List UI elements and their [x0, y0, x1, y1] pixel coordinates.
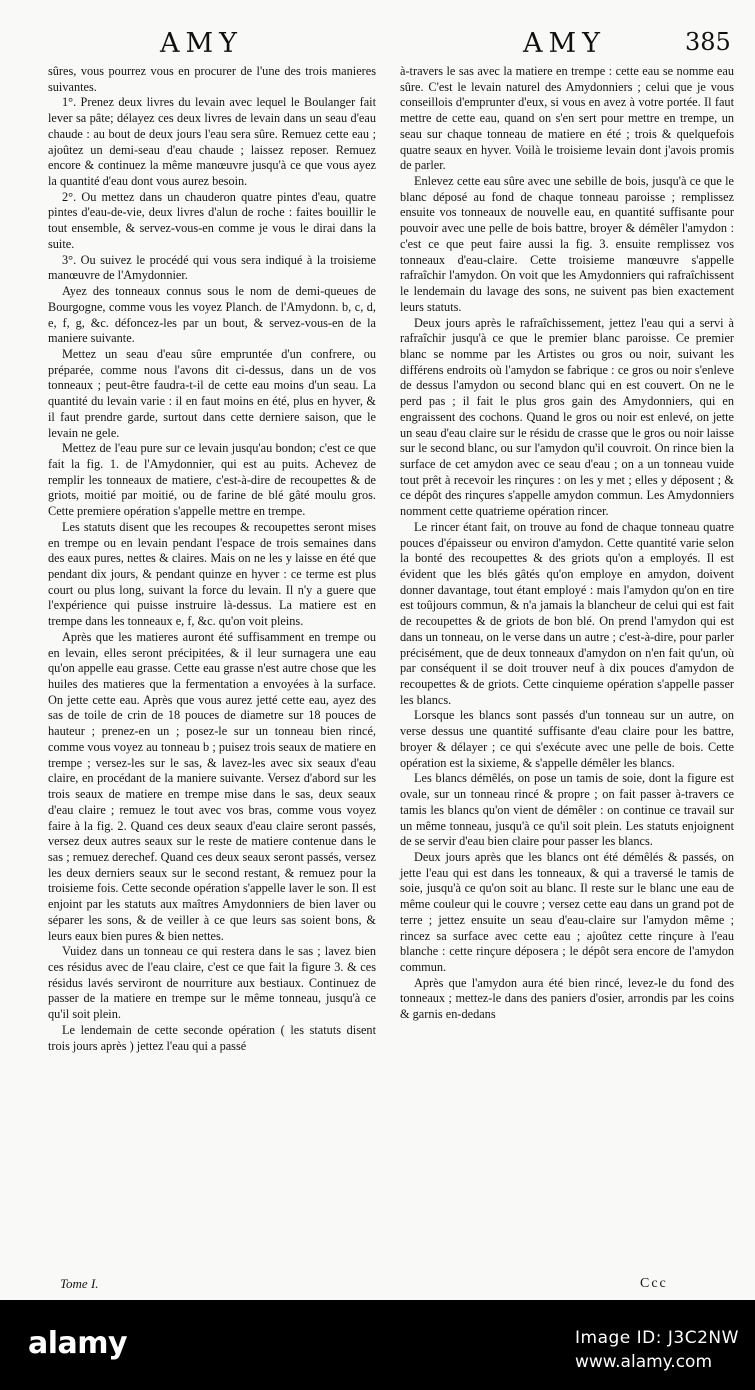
paragraph: sûres, vous pourrez vous en procurer de l'une des trois manieres suivantes.: [48, 64, 376, 94]
header-title-left: AMY: [160, 28, 243, 59]
paragraph: à-travers le sas avec la matiere en trempe : cette eau se nomme eau sûre. C'est le levain naturel des Amydonniers ; celui que je vous conseillois d'emprunter d'eux, si vous en avez à votre portée. Il faut mettre de cette eau, quand on s'en sert pour mettre en trempe, un seau sur chaque tonneau de matiere en été ; trois & quelquefois quatre seaux en hyver. Voilà le troisieme levain dont j'avois promis de parler.: [400, 64, 734, 173]
volume-label: Tome I.: [60, 1276, 99, 1291]
paragraph: Les blancs démêlés, on pose un tamis de soie, dont la figure est ovale, sur un tonneau rincé & propre ; on fait passer à-travers ce tamis les blancs qu'on vient de démêler : on continue ce travail sur un même tonneau, jusqu'à ce qu'il soit plein. Les statuts enjoignent de se servir d'eau bien claire pour passer les blancs.: [400, 771, 734, 849]
paragraph: Lorsque les blancs sont passés d'un tonneau sur un autre, on verse dessus une quantité suffisante d'eau claire pour les battre, broyer & délayer ; ce qui s'exécute avec une pelle de bois. Cette opération est la sixieme, & s'appelle démêler les blancs.: [400, 708, 734, 770]
paragraph: Mettez de l'eau pure sur ce levain jusqu'au bondon; c'est ce que fait la fig. 1. de l'Amydonnier, qui est au puits. Achevez de remplir les tonneaux de matiere, c'est-à-dire de recoupettes & de griots, moitié par moitié, ou de farine de blé gâté moulu gros. Cette premiere opération s'appelle mettre en trempe.: [48, 441, 376, 519]
header-title-right: AMY: [523, 28, 606, 59]
paragraph: Mettez un seau d'eau sûre empruntée d'un confrere, ou préparée, comme nous l'avons dit ci-dessus, dans un de vos tonneaux ; peut-être faudra-t-il de cette eau moins d'un seau. La quantité du levain varie : il en faut moins en été, plus en hyver, & il faut prendre garde, surtout dans cette derniere saison, que le levain ne gele.: [48, 346, 376, 440]
paragraph: Après que l'amydon aura été bien rincé, levez-le du fond des tonneaux ; mettez-le dans des paniers d'osier, arrondis par les coins & garnis en-dedans: [400, 975, 734, 1022]
running-header: [0, 28, 755, 68]
left-column: [48, 64, 376, 1054]
paragraph: Après que les matieres auront été suffisamment en trempe ou en levain, elles seront précipitées, & il leur surnagera une eau qu'on appelle eau grasse. Cette eau grasse n'est autre chose que les huiles des matieres que la fermentation a envoyées à la surface. On jette cette eau. Après que vous aurez jetté cette eau, ayez des sas de toile de crin de 18 pouces de diametre sur 18 pouces de hauteur ; prenez-en un ; posez-le sur un tonneau bien rincé, comme vous voyez au tonneau b ; puisez trois seaux de matiere en trempe ; versez-les sur le sas, & lavez-les avec six seaux d'eau claire, en procédant de la maniere suivante. Versez d'abord sur les trois seaux de matiere en trempe mise dans le sas, deux seaux d'eau claire ; remuez le tout avec vos bras, comme vous voyez faire à la fig. 2. Quand ces deux seaux d'eau claire seront passés, versez deux autres seaux sur le reste de matiere contenue dans le sas ; remuez derechef. Quand ces deux seaux seront passés, versez les deux derniers seaux sur le second restant, & remuez pour la troisieme fois. Cette seconde opération s'appelle laver le son. Il est enjoint par les statuts aux maîtres Amydonniers de bien laver ou séparer les sons, & de veiller à ce que leurs sas soient bons, & leurs eaux bien pures & bien nettes.: [48, 629, 376, 943]
paragraph: Deux jours après le rafraîchissement, jettez l'eau qui a servi à rafraîchir jusqu'à ce que le premier blanc paroisse. Ce premier blanc se nomme par les Artistes ou gros ou noir, suivant les différens endroits où l'amydon se fabrique : ce gros ou noir s'enleve de dessus l'amydon ou second blanc qui en est couvert. On ne le perd pas ; il fait le plus gros gain des Amydonniers, qui en engraissent des cochons. Quand le gros ou noir est enlevé, on jette un seau d'eau claire sur le résidu de crasse que le gros ou noir laisse sur le second blanc, ou sur l'amydon qu'il couvroit. On rince bien la surface de cet amydon avec ce seau d'eau ; on a un tonneau vuide tout prêt à recevoir les rinçures : on les y met ; elles y déposent ; & ce dépôt des rinçures s'appelle amydon commun. Les Amydonniers nomment cette quatrieme opération rincer.: [400, 315, 734, 519]
right-column: [400, 64, 734, 1023]
image-id-label: Image ID: J3C2NW: [575, 1328, 739, 1348]
stock-banner: [0, 1300, 755, 1390]
page-number: 385: [685, 28, 731, 56]
paragraph: 2°. Ou mettez dans un chauderon quatre pintes d'eau, quatre pintes d'eau-de-vie, deux livres d'alun de roche : faites bouillir le tout ensemble, & servez-vous-en comme je vous le dirai dans la suite.: [48, 189, 376, 251]
paragraph: 1°. Prenez deux livres du levain avec lequel le Boulanger fait lever sa pâte; délayez ces deux livres de levain dans un seau d'eau chaude : au bout de deux jours l'eau sera sûre. Remuez cette eau ; ajoûtez un demi-seau d'eau chaude ; laissez reposer. Remuez encore & continuez la même manœuvre jusqu'à ce que vous ayez la quantité d'eau dont vous aurez besoin.: [48, 95, 376, 189]
paragraph: Enlevez cette eau sûre avec une sebille de bois, jusqu'à ce que le blanc déposé au fond de chaque tonneau paroisse ; remplissez ensuite vos tonneaux de nouvelle eau, en quantité suffisante pour pouvoir avec une pelle de bois battre, broyer & démêler l'amydon : c'est ce que peut faire aussi la fig. 3. ensuite remplissez vos tonneaux d'eau-claire. Cette troisieme manœuvre s'appelle rafraîchir l'amydon. On voit que les Amydonniers qui rafraîchissent le lendemain du lavage des sons, ne suivent pas bien exactement leurs statuts.: [400, 174, 734, 314]
paragraph: Ayez des tonneaux connus sous le nom de demi-queues de Bourgogne, comme vous les voyez Planch. de l'Amydonn. b, c, d, e, f, g, &c. défoncez-les par un bout, & servez-vous-en de la maniere suivante.: [48, 284, 376, 346]
paragraph: 3°. Ou suivez le procédé qui vous sera indiqué à la troisieme manœuvre de l'Amydonnier.: [48, 252, 376, 283]
paragraph: Vuidez dans un tonneau ce qui restera dans le sas ; lavez bien ces résidus avec de l'eau claire, c'est ce que fait la figure 3. & ces résidus lavés serviront de nourriture aux bestiaux. Continuez de passer de la matiere en trempe sur le même tonneau, jusqu'à ce qu'il soit plein.: [48, 944, 376, 1022]
signature-mark: Ccc: [640, 1276, 668, 1291]
site-url: www.alamy.com: [575, 1352, 713, 1372]
paragraph: Les statuts disent que les recoupes & recoupettes seront mises en trempe ou en levain pendant l'espace de trois semaines dans des eaux pures, nettes & claires. Mais on ne les y laisse en été que pendant dix jours, & pendant quinze en hyver : ce terme est plus court ou plus long, suivant la force du levain. Il n'y a guere que l'expérience qui puisse instruire là-dessus. La matiere est en trempe dans les tonneaux e, f, &c. qu'on voit pleins.: [48, 519, 376, 629]
paragraph: Le lendemain de cette seconde opération ( les statuts disent trois jours après ) jettez l'eau qui a passé: [48, 1022, 376, 1053]
paragraph: Le rincer étant fait, on trouve au fond de chaque tonneau quatre pouces d'épaisseur ou environ d'amydon. Cette quantité varie selon la bonté des recoupettes & des griots qu'on a employés. Il est évident que les blés gâtés qu'on employe en amydon, doivent donner davantage, tout étant employé : mais l'amydon qu'on en tire est toûjours commun, & n'a jamais la blancheur de celui qui est fait de recoupettes & de griots de bon blé. On prend l'amydon qui est dans un tonneau, on le verse dans un autre ; c'est-à-dire, pour parler précisément, que de deux tonneaux d'amydon on n'en fait qu'un, où par conséquent il se doit trouver neuf à dix pouces d'amydon de recoupettes & de griots. Cette cinquieme opération s'appelle passer les blancs.: [400, 519, 734, 707]
paragraph: Deux jours après que les blancs ont été démêlés & passés, on jette l'eau qui est dans les tonneaux, & qui a traversé le tamis de soie, jusqu'à ce qu'on soit au blanc. Il reste sur le blanc une eau de même couleur qui le couvre ; versez cette eau dans un grand pot de terre ; jettez ensuite un seau d'eau-claire sur l'amydon même ; rincez sa surface avec cette eau ; ajoûtez cette rinçure à l'eau blanche : cette rinçure déposera ; le dépôt sera encore de l'amydon commun.: [400, 849, 734, 974]
brand-logo: alamy: [28, 1326, 128, 1361]
